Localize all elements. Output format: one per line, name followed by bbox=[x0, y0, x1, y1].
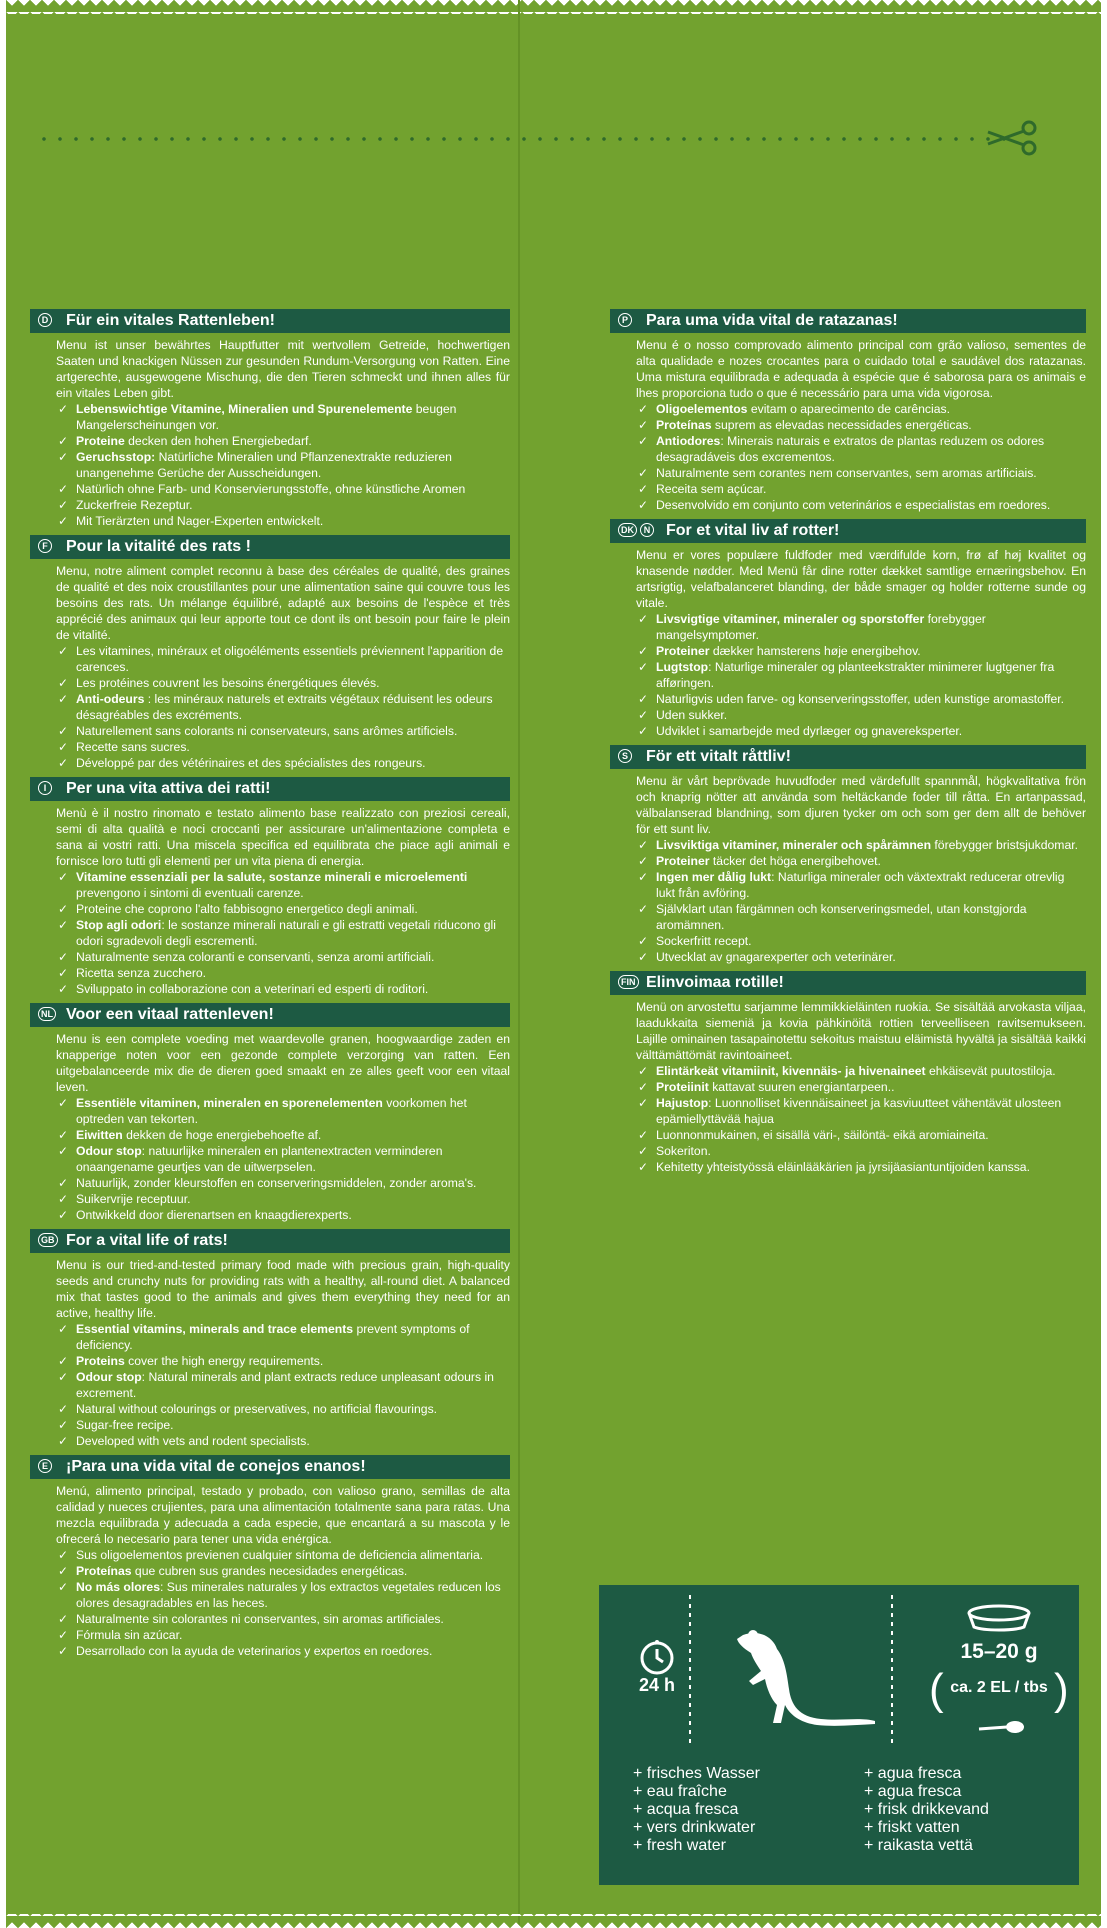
benefit-item bbox=[56, 981, 510, 997]
benefit-text: prevent symptoms of deficiency. bbox=[76, 1322, 470, 1352]
benefit-item bbox=[636, 723, 1086, 739]
language-code-badge: N bbox=[640, 523, 654, 537]
section-heading-band bbox=[610, 745, 1086, 769]
benefit-text: Ontwikkeld door dierenartsen en knaagdierexperts. bbox=[76, 1208, 352, 1222]
benefit-text: täcker det höga energibehovet. bbox=[709, 854, 881, 868]
benefit-item bbox=[636, 481, 1086, 497]
benefit-list bbox=[56, 1095, 510, 1223]
benefit-text: : le sostanze minerali naturali e gli estratti vegetali riducono gli odori sgradevoli degli escrementi. bbox=[76, 918, 496, 948]
benefit-item bbox=[56, 449, 510, 481]
benefit-item bbox=[636, 691, 1086, 707]
benefit-item bbox=[636, 611, 1086, 643]
feeding-time: 24 h bbox=[639, 1675, 676, 1695]
language-code-badge: P bbox=[618, 313, 632, 327]
water-line: + frisk drikkevand bbox=[864, 1801, 989, 1818]
language-section-f bbox=[30, 535, 510, 771]
language-section-nl bbox=[30, 1003, 510, 1223]
water-line: + acqua fresca bbox=[633, 1801, 739, 1818]
benefit-keyword: Geruchsstop: bbox=[76, 450, 156, 464]
benefit-item bbox=[56, 1627, 510, 1643]
benefit-item bbox=[56, 1191, 510, 1207]
benefit-keyword: Ingen mer dålig lukt bbox=[656, 870, 772, 884]
section-heading-band bbox=[30, 1229, 510, 1253]
benefit-text: Luonnonmukainen, ei sisällä väri-, säilöntä- eikä aromiaineita. bbox=[656, 1128, 989, 1142]
water-line: + frisches Wasser bbox=[633, 1765, 760, 1782]
benefit-item bbox=[56, 1095, 510, 1127]
benefit-item bbox=[636, 497, 1086, 513]
section-title: ¡Para una vida vital de conejos enanos! bbox=[66, 1458, 366, 1475]
language-section-dk bbox=[610, 519, 1086, 739]
benefit-item bbox=[56, 691, 510, 723]
paren-right: ) bbox=[1054, 1665, 1069, 1714]
benefit-item bbox=[56, 739, 510, 755]
benefit-item bbox=[636, 853, 1086, 869]
language-code-badge: E bbox=[38, 1459, 52, 1473]
benefit-item bbox=[636, 417, 1086, 433]
benefit-item bbox=[56, 1433, 510, 1449]
language-code-badge: NL bbox=[38, 1007, 56, 1021]
packaging-back bbox=[6, 0, 1101, 1928]
water-line: + friskt vatten bbox=[864, 1819, 960, 1836]
benefit-item bbox=[56, 675, 510, 691]
benefit-item bbox=[636, 901, 1086, 933]
benefit-keyword: Livsvigtige vitaminer, mineraler og sporstoffer bbox=[656, 612, 925, 626]
benefit-text: Suikervrije receptuur. bbox=[76, 1192, 191, 1206]
section-title: Elinvoimaa rotille! bbox=[646, 974, 784, 991]
benefit-text: Sugar-free recipe. bbox=[76, 1418, 174, 1432]
benefit-list bbox=[56, 869, 510, 997]
benefit-keyword: Stop agli odori bbox=[76, 918, 162, 932]
section-intro: Menü on arvostettu sarjamme lemmikkieläinten ruokia. Se sisältää arvokasta viljaa, laadukkaita siemeniä ja kovia pähkinöitä rottien terveelliseen ravitsemukseen. Lajille ominainen tasapainotettu sekoitus maistuu eläimistä hyvältä ja sisältää kaikki välttämättömät ravintoaineet. bbox=[636, 1000, 1086, 1062]
benefit-item bbox=[56, 497, 510, 513]
benefit-list bbox=[636, 401, 1086, 513]
benefit-item bbox=[56, 401, 510, 433]
top-seal-edge bbox=[6, 0, 1101, 14]
benefit-keyword: Anti-odeurs bbox=[76, 692, 145, 706]
benefit-item bbox=[56, 1353, 510, 1369]
benefit-keyword: Hajustop bbox=[656, 1096, 709, 1110]
benefit-text: Natürliche Mineralien und Pflanzenextrakte reduzieren unangenehme Gerüche der Ausscheidungen. bbox=[76, 450, 452, 480]
language-code-badge: DK bbox=[618, 523, 637, 537]
section-intro: Menù è il nostro rinomato e testato alimento base realizzato con preziosi cereali, semi di alta qualità e noci croccanti per assicurare un'alimentazione completa e sana ai vostri ratti. Una miscela specifica ed equilibrata che piace agli animali e fornisce loro tutti gli elementi per un vita piena di energia. bbox=[56, 806, 510, 868]
language-code-badge: GB bbox=[38, 1233, 58, 1247]
benefit-item bbox=[56, 1175, 510, 1191]
benefit-keyword: Proteins bbox=[76, 1354, 125, 1368]
language-section-i bbox=[30, 777, 510, 997]
benefit-keyword: No más olores bbox=[76, 1580, 160, 1594]
benefit-keyword: Elintärkeät vitamiinit, kivennäis- ja hivenaineet bbox=[656, 1064, 926, 1078]
benefit-text: Naturalmente sin colorantes ni conservantes, sin aromas artificiales. bbox=[76, 1612, 444, 1626]
benefit-text: prevengono i sintomi di eventuali carenze. bbox=[76, 886, 304, 900]
language-section-gb bbox=[30, 1229, 510, 1449]
benefit-text: Recette sans sucres. bbox=[76, 740, 190, 754]
section-heading-band bbox=[30, 1455, 510, 1479]
benefit-list bbox=[56, 643, 510, 771]
feeding-panel bbox=[599, 1585, 1079, 1885]
benefit-text: evitam o aparecimento de carências. bbox=[747, 402, 950, 416]
benefit-item bbox=[636, 1079, 1086, 1095]
benefit-keyword: Proteiner bbox=[656, 644, 710, 658]
benefit-text: : Naturliga mineraler och växtextrakt reducerar otrevlig lukt från avföring. bbox=[656, 870, 1065, 900]
benefit-text: beugen Mangelerscheinungen vor. bbox=[76, 402, 457, 432]
benefit-text: : les minéraux naturels et extraits végétaux réduisent les odeurs désagréables des excréments. bbox=[76, 692, 493, 722]
benefit-text: Naturligvis uden farve- og konserveringsstoffer, uden kunstige aromastoffer. bbox=[656, 692, 1065, 706]
benefit-text: : Luonnolliset kivennäisaineet ja kasviuutteet vähentävät ulosteen epämiellyttävää hajua bbox=[656, 1096, 1062, 1126]
section-title: Para uma vida vital de ratazanas! bbox=[646, 312, 898, 329]
benefit-list bbox=[636, 837, 1086, 965]
benefit-item bbox=[636, 869, 1086, 901]
benefit-text: Proteine che coprono l'alto fabbisogno energetico degli animali. bbox=[76, 902, 418, 916]
benefit-item bbox=[636, 433, 1086, 465]
benefit-text: Kehitetty yhteistyössä eläinlääkärien ja jyrsijäasiantuntijoiden kanssa. bbox=[656, 1160, 1030, 1174]
benefit-item bbox=[56, 1401, 510, 1417]
benefit-keyword: Odour stop bbox=[76, 1370, 142, 1384]
benefit-keyword: Proteiner bbox=[656, 854, 710, 868]
benefit-list bbox=[636, 611, 1086, 739]
center-seam bbox=[518, 0, 520, 1928]
benefit-item bbox=[56, 513, 510, 529]
section-heading-band bbox=[30, 777, 510, 801]
benefit-keyword: Essential vitamins, minerals and trace elements bbox=[76, 1322, 354, 1336]
section-intro: Menu ist unser bewährtes Hauptfutter mit wertvollem Getreide, hochwertigen Saaten und knackigen Nüssen zur gesunden Rundum-Versorgung von Ratten. Eine artgerechte, ausgewogene Mischung, die den Tieren schmeckt und ihnen alles für ein vitales Leben gibt. bbox=[56, 338, 510, 400]
language-section-e bbox=[30, 1455, 510, 1659]
benefit-item bbox=[56, 1547, 510, 1563]
benefit-text: dækker hamsterens høje energibehov. bbox=[709, 644, 921, 658]
benefit-item bbox=[636, 643, 1086, 659]
feeding-amount: 15–20 g bbox=[960, 1640, 1038, 1663]
benefit-keyword: Proteine bbox=[76, 434, 125, 448]
benefit-keyword: Lugtstop bbox=[656, 660, 709, 674]
benefit-text: Zuckerfreie Rezeptur. bbox=[76, 498, 193, 512]
benefit-text: : natuurlijke mineralen en plantenextracten verminderen onaangename geurtjes van de uitwerpselen. bbox=[76, 1144, 443, 1174]
feeding-spoons: ca. 2 EL / tbs bbox=[950, 1679, 1048, 1696]
benefit-text: : Sus minerales naturales y los extractos vegetales reducen los olores desagradables en las heces. bbox=[76, 1580, 501, 1610]
language-code-badge: D bbox=[38, 313, 52, 327]
tear-line bbox=[36, 137, 1011, 141]
section-title: For et vital liv af rotter! bbox=[666, 522, 840, 539]
section-intro: Menu é o nosso comprovado alimento principal com grão valioso, sementes de alta qualidade e nozes crocantes para o cuidado total e saudável dos ratazanas. Uma mistura equilibrada e adequada à espécie que é saborosa para os animais e lhes proporciona tudo o que é necessário para uma vida vigorosa. bbox=[636, 338, 1086, 400]
benefit-text: Natural without colourings or preservatives, no artificial flavourings. bbox=[76, 1402, 438, 1416]
benefit-item bbox=[56, 1611, 510, 1627]
water-list-left bbox=[633, 1765, 760, 1855]
section-heading-band bbox=[30, 535, 510, 559]
language-code-badge: F bbox=[38, 539, 52, 553]
benefit-text: Natürlich ohne Farb- und Konservierungsstoffe, ohne künstliche Aromen bbox=[76, 482, 466, 496]
section-intro: Menu is een complete voeding met waardevolle granen, hoogwaardige zaden en knapperige noten voor een gezonde complete verzorging van ratten. Een uitgebalanceerde mix die de dieren goed smaakt en ze alles geeft voor een vitaal leven. bbox=[56, 1032, 510, 1094]
section-title: Per una vita attiva dei ratti! bbox=[66, 780, 271, 797]
benefit-item bbox=[56, 1369, 510, 1401]
benefit-keyword: Proteínas bbox=[76, 1564, 132, 1578]
benefit-item bbox=[56, 1143, 510, 1175]
section-heading-band bbox=[610, 309, 1086, 333]
benefit-item bbox=[56, 433, 510, 449]
water-line: + vers drinkwater bbox=[633, 1819, 756, 1836]
bowl-icon bbox=[964, 1603, 1034, 1633]
water-line: + fresh water bbox=[633, 1837, 726, 1854]
divider bbox=[689, 1595, 691, 1745]
benefit-keyword: Proteiinit bbox=[656, 1080, 709, 1094]
benefit-item bbox=[636, 933, 1086, 949]
benefit-item bbox=[56, 901, 510, 917]
benefit-item bbox=[56, 949, 510, 965]
benefit-text: kattavat suuren energiantarpeen.. bbox=[708, 1080, 895, 1094]
benefit-text: Desenvolvido em conjunto com veterinários e especialistas em roedores. bbox=[656, 498, 1051, 512]
benefit-item bbox=[636, 949, 1086, 965]
spoon-icon bbox=[977, 1717, 1027, 1737]
benefit-keyword: Essentiële vitaminen, mineralen en sporenelementen bbox=[76, 1096, 383, 1110]
benefit-text: Naturalmente sem corantes nem conservantes, sem aromas artificiais. bbox=[656, 466, 1037, 480]
benefit-text: Développé par des vétérinaires et des spécialistes des rongeurs. bbox=[76, 756, 426, 770]
benefit-text: que cubren sus grandes necesidades energéticas. bbox=[131, 1564, 408, 1578]
language-code-badge: I bbox=[38, 781, 52, 795]
benefit-text: Uden sukker. bbox=[656, 708, 728, 722]
benefit-list bbox=[636, 1063, 1086, 1175]
benefit-text: Developed with vets and rodent specialists. bbox=[76, 1434, 310, 1448]
benefit-text: Receita sem açúcar. bbox=[656, 482, 767, 496]
benefit-item bbox=[636, 1095, 1086, 1127]
benefit-keyword: Vitamine essenziali per la salute, sostanze minerali e microelementi bbox=[76, 870, 468, 884]
benefit-text: Utvecklat av gnagarexperter och veterinärer. bbox=[656, 950, 896, 964]
benefit-text: forebygger mangelsymptomer. bbox=[656, 612, 986, 642]
water-list-right bbox=[864, 1765, 989, 1855]
benefit-text: : Minerais naturais e extratos de plantas reduzem os odores desagradáveis dos excrementos. bbox=[656, 434, 1045, 464]
section-heading-band bbox=[30, 1003, 510, 1027]
water-line: + eau fraîche bbox=[633, 1783, 727, 1800]
benefit-item bbox=[636, 465, 1086, 481]
benefit-text: Sus oligoelementos previenen cualquier síntoma de deficiencia alimentaria. bbox=[76, 1548, 484, 1562]
benefit-item bbox=[56, 643, 510, 675]
benefit-text: : Natural minerals and plant extracts reduce unpleasant odours in excrement. bbox=[76, 1370, 494, 1400]
language-code-badge: FIN bbox=[618, 975, 639, 989]
water-line: + raikasta vettä bbox=[864, 1837, 973, 1854]
benefit-item bbox=[636, 837, 1086, 853]
section-title: För ett vitalt råttliv! bbox=[646, 748, 791, 765]
benefit-text: Mit Tierärzten und Nager-Experten entwickelt. bbox=[76, 514, 324, 528]
language-section-p bbox=[610, 309, 1086, 513]
benefit-item bbox=[56, 1643, 510, 1659]
divider bbox=[891, 1595, 893, 1745]
benefit-item bbox=[56, 869, 510, 901]
benefit-text: decken den hohen Energiebedarf. bbox=[124, 434, 312, 448]
benefit-item bbox=[636, 1143, 1086, 1159]
benefit-text: Naturalmente senza coloranti e conservanti, senza aromi artificiali. bbox=[76, 950, 435, 964]
section-title: Voor een vitaal rattenleven! bbox=[66, 1006, 274, 1023]
benefit-text: cover the high energy requirements. bbox=[124, 1354, 324, 1368]
language-section-d bbox=[30, 309, 510, 529]
benefit-text: : Naturlige mineraler og planteekstrakter minimerer lugtgener fra afføringen. bbox=[656, 660, 1055, 690]
benefit-item bbox=[56, 1207, 510, 1223]
language-section-fin bbox=[610, 971, 1086, 1175]
benefit-item bbox=[56, 1563, 510, 1579]
section-heading-band bbox=[610, 971, 1086, 995]
benefit-item bbox=[56, 965, 510, 981]
benefit-text: Natuurlijk, zonder kleurstoffen en conserveringsmiddelen, zonder aroma's. bbox=[76, 1176, 477, 1190]
benefit-keyword: Antiodores bbox=[656, 434, 721, 448]
benefit-text: Desarrollado con la ayuda de veterinarios y expertos en roedores. bbox=[76, 1644, 433, 1658]
benefit-list bbox=[56, 401, 510, 529]
section-title: Pour la vitalité des rats ! bbox=[66, 538, 251, 555]
benefit-item bbox=[636, 1159, 1086, 1175]
benefit-text: Självklart utan färgämnen och konserveringsmedel, utan konstgjorda aromämnen. bbox=[656, 902, 1027, 932]
benefit-text: Sviluppato in collaborazione con a veterinari ed esperti di roditori. bbox=[76, 982, 429, 996]
section-intro: Menú, alimento principal, testado y probado, con valioso grano, semillas de alta calidad y nueces crujientes, para una alimentación totalmente sana para ratas. Una mezcla equilibrada y adecuada a cada especie, que encantará a su mascota y le ofrecerá lo necesario para tener una vida enérgica. bbox=[56, 1484, 510, 1546]
benefit-item bbox=[636, 707, 1086, 723]
benefit-keyword: Oligoelementos bbox=[656, 402, 748, 416]
language-code-badge: S bbox=[618, 749, 632, 763]
benefit-text: Sokeriton. bbox=[656, 1144, 711, 1158]
section-intro: Menu är vårt beprövade huvudfoder med värdefullt spannmål, högkvalitativa frön och knaprig nötter att använda som heltäckande foder till råttа. En artanpassad, välbalanserad blandning, som djuren tycker om och som ger dem allt de behöver för ett sunt liv. bbox=[636, 774, 1086, 836]
benefit-item bbox=[636, 401, 1086, 417]
clock-icon bbox=[639, 1640, 675, 1676]
water-line: + agua fresca bbox=[864, 1783, 962, 1800]
section-intro: Menu, notre aliment complet reconnu à base des céréales de qualité, des graines de qualité et des noix croustillantes pour une alimentation saine qui couvre tous les besoins des rats. Un mélange équilibré, adapté aux besoins de l'espèce et très apprécié des animaux qui leur apporte tout ce dont ils ont besoin pour faire le plein de vitalité. bbox=[56, 564, 510, 642]
benefit-item bbox=[56, 1321, 510, 1353]
benefit-list bbox=[56, 1547, 510, 1659]
bottom-seal-edge bbox=[6, 1914, 1101, 1928]
benefit-item bbox=[56, 917, 510, 949]
section-intro: Menu er vores populære fuldfoder med værdifulde korn, frø af høj kvalitet og knasende nødder. Med Menü får dine rotter dækket samtlige ernæringsbehov. En artsrigtig, velafbalanceret blanding, der både smager og holder rotterne sunde og vitale. bbox=[636, 548, 1086, 610]
benefit-item bbox=[56, 481, 510, 497]
benefit-keyword: Eiwitten bbox=[76, 1128, 123, 1142]
left-column bbox=[30, 309, 510, 1665]
benefit-text: Fórmula sin azúcar. bbox=[76, 1628, 183, 1642]
benefit-text: Ricetta senza zucchero. bbox=[76, 966, 207, 980]
paren-left: ( bbox=[929, 1665, 944, 1714]
benefit-item bbox=[56, 1579, 510, 1611]
benefit-keyword: Odour stop bbox=[76, 1144, 142, 1158]
benefit-text: förebygger bristsjukdomar. bbox=[931, 838, 1079, 852]
benefit-item bbox=[56, 755, 510, 771]
scissors-icon bbox=[984, 118, 1040, 158]
rat-icon bbox=[729, 1625, 879, 1735]
section-title: For a vital life of rats! bbox=[66, 1232, 228, 1249]
benefit-item bbox=[56, 1417, 510, 1433]
benefit-item bbox=[636, 659, 1086, 691]
section-heading-band bbox=[30, 309, 510, 333]
benefit-keyword: Lebenswichtige Vitamine, Mineralien und Spurenelemente bbox=[76, 402, 413, 416]
right-column bbox=[610, 309, 1086, 1181]
benefit-text: ehkäisevät puutostiloja. bbox=[925, 1064, 1056, 1078]
benefit-text: Les vitamines, minéraux et oligoéléments essentiels préviennent l'apparition de carences. bbox=[76, 644, 504, 674]
section-heading-band bbox=[610, 519, 1086, 543]
section-intro: Menu is our tried-and-tested primary food made with precious grain, high-quality seeds and crunchy nuts for providing rats with a healthy, all-round diet. A balanced mix that tastes good to the animals and gives them everything they need for an active, healthy life. bbox=[56, 1258, 510, 1320]
water-line: + agua fresca bbox=[864, 1765, 962, 1782]
benefit-text: suprem as elevadas necessidades energéticas. bbox=[711, 418, 972, 432]
benefit-item bbox=[636, 1127, 1086, 1143]
language-section-s bbox=[610, 745, 1086, 965]
benefit-keyword: Proteínas bbox=[656, 418, 712, 432]
benefit-keyword: Livsviktiga vitaminer, mineraler och spårämnen bbox=[656, 838, 932, 852]
benefit-text: dekken de hoge energiebehoefte af. bbox=[122, 1128, 322, 1142]
benefit-text: Udviklet i samarbejde med dyrlæger og gnavereksperter. bbox=[656, 724, 963, 738]
benefit-text: Les protéines couvrent les besoins énergétiques élevés. bbox=[76, 676, 380, 690]
benefit-text: Sockerfritt recept. bbox=[656, 934, 752, 948]
benefit-text: voorkomen het optreden van tekorten. bbox=[76, 1096, 467, 1126]
benefit-list bbox=[56, 1321, 510, 1449]
section-title: Für ein vitales Rattenleben! bbox=[66, 312, 275, 329]
benefit-text: Naturellement sans colorants ni conservateurs, sans arômes artificiels. bbox=[76, 724, 458, 738]
benefit-item bbox=[56, 723, 510, 739]
benefit-item bbox=[636, 1063, 1086, 1079]
benefit-item bbox=[56, 1127, 510, 1143]
